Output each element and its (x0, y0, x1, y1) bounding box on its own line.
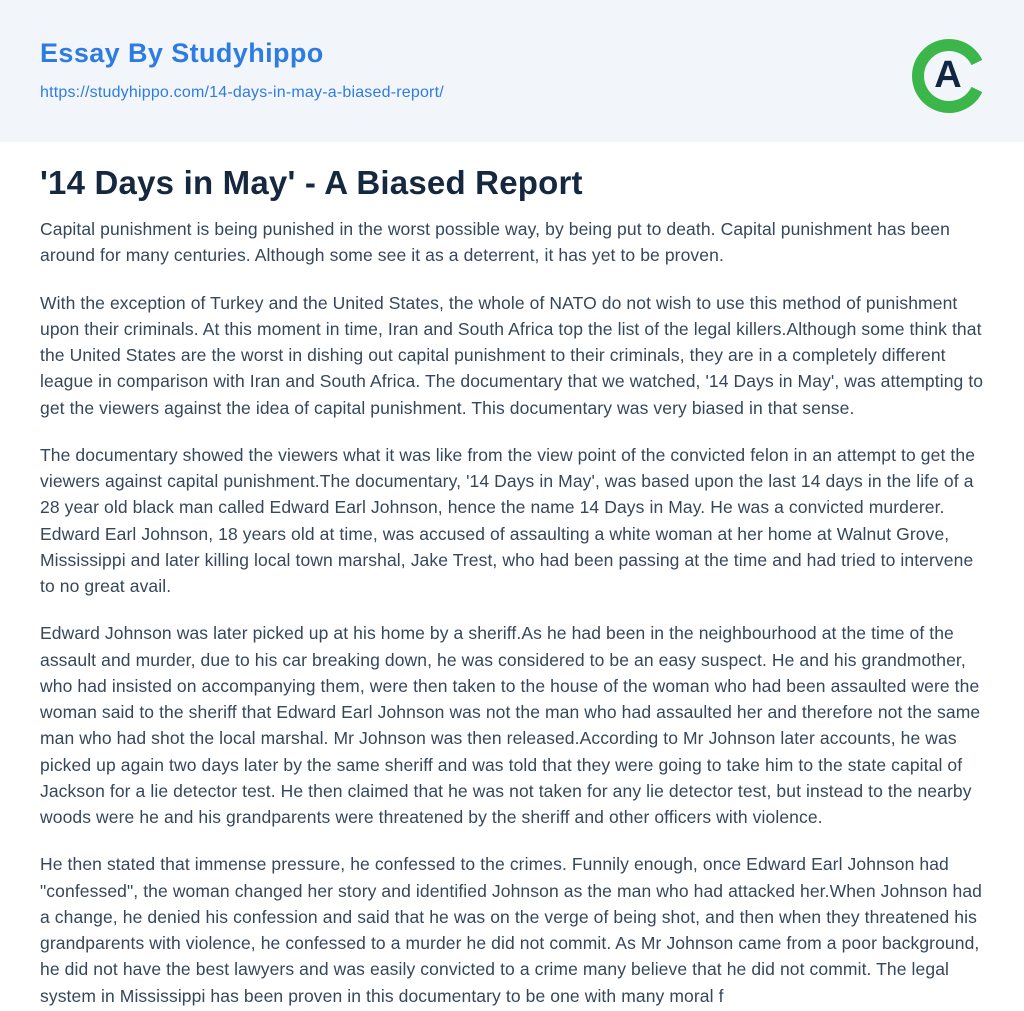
logo-letter: A (934, 53, 962, 96)
article-paragraph-5: He then stated that immense pressure, he confessed to the crimes. Funnily enough, once Edward Earl Johnson had "confessed", the woman changed her story and identified Johnson as the man who had attacked her.When Johnson had a change, he denied his confession and said that he was on the verge of being shot, and then when they threatened his grandparents with violence, he confessed to a murder he did not commit. As Mr Johnson came from a poor background, he did not have the best lawyers and was easily convicted to a crime many believe that he did not commit. The legal system in Mississippi has been proven in this documentary to be one with many moral f (40, 854, 983, 1006)
article-content (0, 142, 1024, 1009)
site-title: Essay By Studyhippo (40, 38, 324, 68)
header-text (40, 38, 444, 102)
studyhippo-logo (910, 38, 986, 114)
article-paragraph-4: Edward Johnson was later picked up at his home by a sheriff.As he had been in the neighbourhood at the time of the assault and murder, due to his car breaking down, he was considered to be an easy suspect. He and his grandmother, who had insisted on accompanying them, were then taken to the house of the woman who had been assaulted were the woman said to the sheriff that Edward Earl Johnson was not the man who had assaulted her and therefore not the same man who had shot the local marshal. Mr Johnson was then released.According to Mr Johnson later accounts, he was picked up again two days later by the same sheriff and was told that they were going to take him to the state capital of Jackson for a lie detector test. He then claimed that he was not taken for any lie detector test, but instead to the nearby woods were he and his grandparents were threatened by the sheriff and other officers with violence. (40, 623, 981, 827)
article-paragraph-1: Capital punishment is being punished in the worst possible way, by being put to death. Capital punishment has been around for many centuries. Although some see it as a deterrent, it has yet to be proven. (40, 219, 950, 266)
page-url-link[interactable]: https://studyhippo.com/14-days-in-may-a-biased-report/ (40, 84, 444, 101)
article-title: '14 Days in May' - A Biased Report (40, 164, 583, 201)
article-paragraph-3: The documentary showed the viewers what it was like from the view point of the convicted felon in an attempt to get the viewers against capital punishment.The documentary, '14 Days in May', was based upon the last 14 days in the life of a 28 year old black man called Edward Earl Johnson, hence the name 14 Days in May. He was a convicted murderer. Edward Earl Johnson, 18 years old at time, was accused of assaulting a white woman at her home at Walnut Grove, Mississippi and later killing local town marshal, Jake Trest, who had been passing at the time and had tried to intervene to no great avail. (40, 444, 976, 596)
site-header (0, 0, 1024, 142)
article-paragraph-2: With the exception of Turkey and the United States, the whole of NATO do not wish to use this method of punishment upon their criminals. At this moment in time, Iran and South Africa top the list of the legal killers.Although some think that the United States are the worst in dishing out capital punishment to their criminals, they are in a completely different league in comparison with Iran and South Africa. The documentary that we watched, '14 Days in May', was attempting to get the viewers against the idea of capital punishment. This documentary was very biased in that sense. (40, 292, 984, 418)
